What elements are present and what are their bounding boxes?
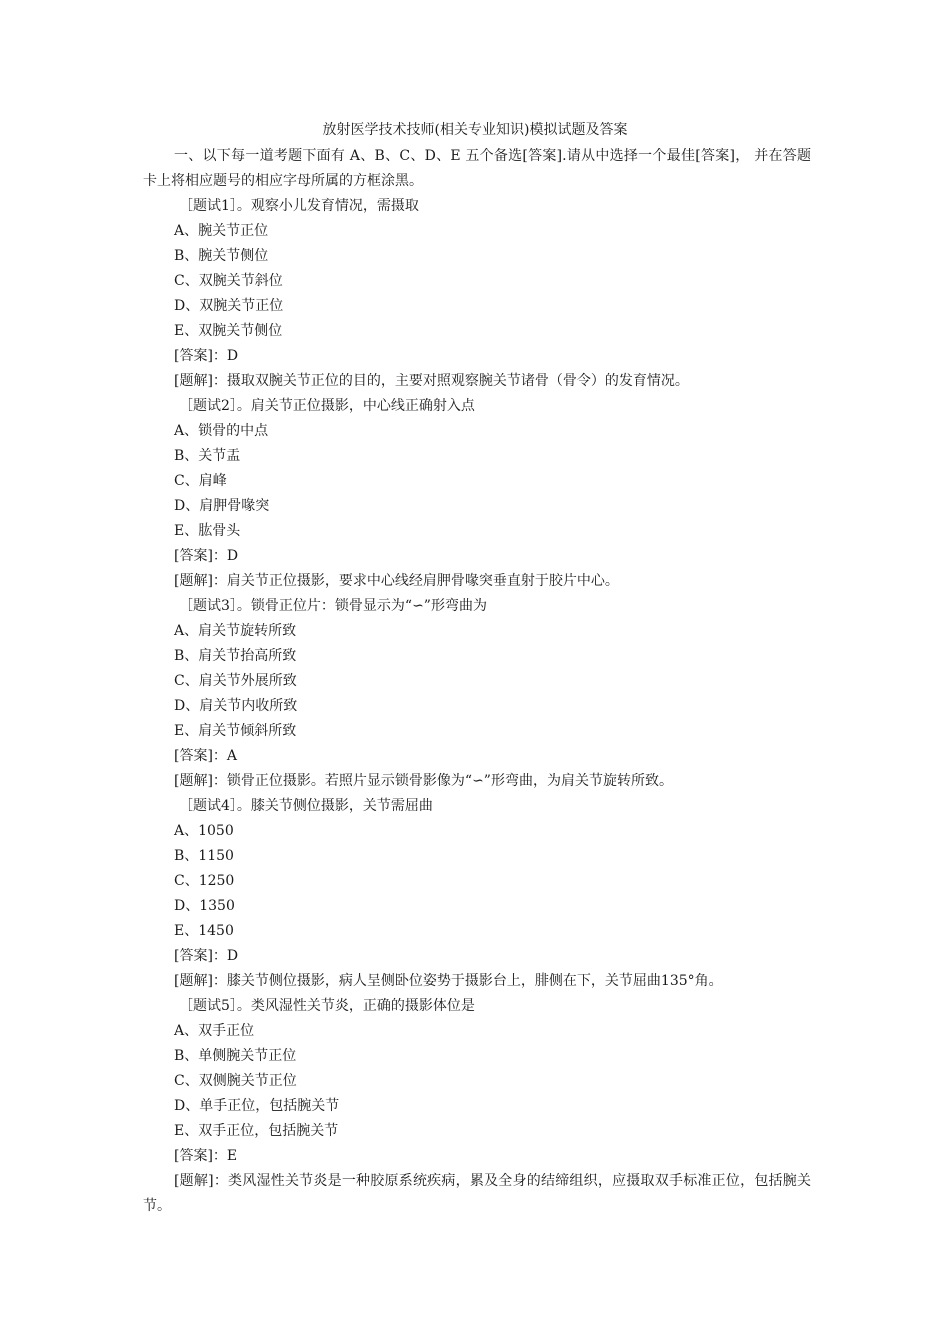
option-e: E、双手正位，包括腕关节	[174, 1123, 339, 1139]
question-block	[143, 594, 811, 794]
answer-line: [答案]：D	[174, 948, 239, 964]
option-c: C、双腕关节斜位	[174, 273, 283, 289]
explanation-line: [题解]：类风湿性关节炎是一种胶原系统疾病，累及全身的结缔组织，应摄取双手标准正位，包括腕关节。	[143, 1173, 811, 1214]
option-d: D、双腕关节正位	[174, 298, 284, 314]
option-e: E、肩关节倾斜所致	[174, 723, 297, 739]
document-title: 放射医学技术技师(相关专业知识)模拟试题及答案	[322, 122, 628, 138]
option-b: B、1150	[174, 848, 234, 864]
option-c: C、双侧腕关节正位	[174, 1073, 297, 1089]
explanation-line: [题解]：摄取双腕关节正位的目的，主要对照观察腕关节诸骨（骨令）的发育情况。	[174, 373, 689, 389]
option-e: E、1450	[174, 923, 234, 939]
option-d: D、单手正位，包括腕关节	[174, 1098, 340, 1114]
explanation-line: [题解]：膝关节侧位摄影，病人呈侧卧位姿势于摄影台上，腓侧在下，关节屈曲135°角。	[174, 973, 723, 989]
option-b: B、关节盂	[174, 448, 241, 464]
answer-line: [答案]：D	[174, 348, 239, 364]
question-stem: ［题试4］。膝关节侧位摄影，关节需屈曲	[179, 798, 433, 814]
question-stem: ［题试2］。肩关节正位摄影，中心线正确射入点	[179, 398, 475, 414]
option-a: A、肩关节旋转所致	[174, 623, 297, 639]
option-a: A、1050	[174, 823, 234, 839]
question-list	[143, 194, 811, 1219]
question-block	[143, 194, 811, 394]
question-stem: ［题试3］。锁骨正位片：锁骨显示为“∽”形弯曲为	[179, 598, 487, 614]
option-e: E、双腕关节侧位	[174, 323, 283, 339]
option-c: C、肩关节外展所致	[174, 673, 297, 689]
explanation-line: [题解]：肩关节正位摄影，要求中心线经肩胛骨喙突垂直射于胶片中心。	[174, 573, 619, 589]
option-a: A、双手正位	[174, 1023, 255, 1039]
instructions-paragraph: 一、以下每一道考题下面有 A、B、C、D、E 五个备选[答案].请从中选择一个最佳[答案]， 并在答题卡上将相应题号的相应字母所属的方框涂黑。	[143, 148, 811, 189]
option-b: B、腕关节侧位	[174, 248, 269, 264]
option-b: B、肩关节抬高所致	[174, 648, 297, 664]
answer-line: [答案]：E	[174, 1148, 238, 1164]
answer-line: [答案]：D	[174, 548, 239, 564]
question-block	[143, 394, 811, 594]
option-a: A、腕关节正位	[174, 223, 269, 239]
option-a: A、锁骨的中点	[174, 423, 269, 439]
question-stem: ［题试5］。类风湿性关节炎，正确的摄影体位是	[179, 998, 475, 1014]
option-b: B、单侧腕关节正位	[174, 1048, 297, 1064]
option-d: D、肩胛骨喙突	[174, 498, 270, 514]
option-c: C、1250	[174, 873, 235, 889]
question-stem: ［题试1］。观察小儿发育情况，需摄取	[179, 198, 419, 214]
explanation-line: [题解]：锁骨正位摄影。若照片显示锁骨影像为“∽”形弯曲，为肩关节旋转所致。	[174, 773, 673, 789]
option-e: E、肱骨头	[174, 523, 241, 539]
option-d: D、1350	[174, 898, 235, 914]
question-block	[143, 794, 811, 994]
answer-line: [答案]：A	[174, 748, 238, 764]
option-c: C、肩峰	[174, 473, 227, 489]
question-block	[143, 994, 811, 1219]
option-d: D、肩关节内收所致	[174, 698, 298, 714]
